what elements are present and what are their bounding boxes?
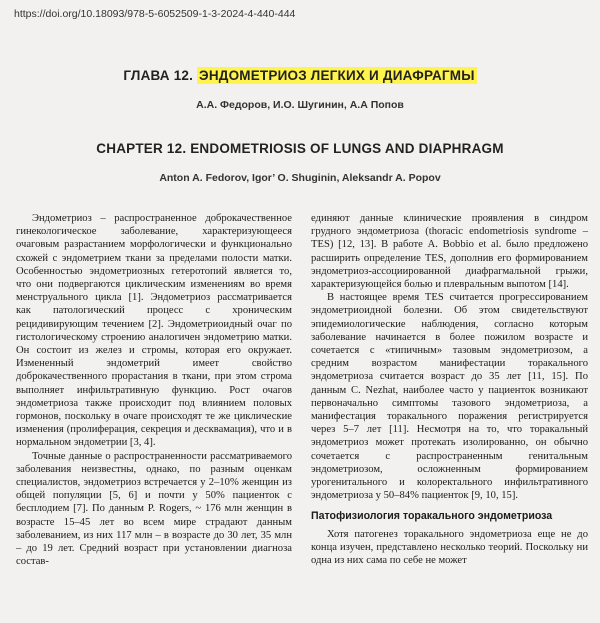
chapter-prefix: ГЛАВА 12. <box>123 68 194 83</box>
paragraph: единяют данные клинические проявления в синдром грудного эндометриоза (thoracic endometriosis syndrome – TES) [12, 13]. В работе A. Bobbio et al. было предложено расширить определение TES, дополнив его формированием эндометриоз-ассоциированной диафрагмальной грыжи, характеризующейся болью и плевральным выпотом [14]. <box>311 213 588 291</box>
doi-link[interactable]: https://doi.org/10.18093/978-5-6052509-1-3-2024-4-440-444 <box>14 8 296 20</box>
left-column <box>16 212 292 568</box>
paragraph: В настоящее время TES считается прогрессированием эндометриоидной болезни. Об этом свидетельствуют эпидемиологические наблюдения, согласно которым заболевание начинается в более пожилом возрасте и сочетается с «типичным» тазовым эндометриозом, а средним возрастом манифестации торакального эндометриоза считается возраст до 35 лет [11, 15]. По данным C. Nezhat, наиболее часто у пациенток возникают первоначально симптомы тазового эндометриоза, а манифестация торакального поражения регистрируется через 5–7 лет [11]. Несмотря на то, что торакальный эндометриоз может протекать изолированно, он обычно сочетается с распространенным генитальным эндометриозом, осложненным формированием урогенитального и колоректального инфильтративного эндометриоза у 50–84% пациенток [9, 10, 15]. <box>311 292 588 502</box>
paragraph: Точные данные о распространенности рассматриваемого заболевания неизвестны, однако, по разным оценкам специалистов, эндометриоз встречается у 2–10% женщин из общей популяции [5, 6] и почти у 50% пациенток с бесплодием [7]. По данным P. Rogers, ~ 176 млн женщин в возрасте 15–45 лет во всем мире страдают данным заболеванием, из них 117 млн – в возрасте до 30 лет, 35 млн – до 19 лет. Средний возраст при установлении диагноза состав- <box>16 450 292 568</box>
chapter-title-ru <box>0 68 600 83</box>
paragraph: Хотя патогенез торакального эндометриоза еще не до конца изучен, представлено несколько теорий. Поскольку ни одна из них сама по себе не может <box>311 528 588 567</box>
highlighted-title[interactable]: ЭНДОМЕТРИОЗ ЛЕГКИХ И ДИАФРАГМЫ <box>199 68 475 83</box>
authors-ru: А.А. Федоров, И.О. Шугинин, А.А Попов <box>196 99 404 111</box>
section-heading: Патофизиология торакального эндометриоза <box>311 510 553 523</box>
paragraph: Эндометриоз – распространенное доброкачественное гинекологическое заболевание, характеризующееся очаговым разрастанием морфологически и функционально схожей с эндометрием ткани за пределами полости матки. Особенностью эндометриозных гетеротопий является то, что они подвергаются циклическим изменениям во время менструального цикла [1]. Эндометриоз рассматривается как патологический процесс с хроническим рецидивирующим течением [2]. Эндометриоидный очаг по гистологическому строению аналогичен эндометрию матки. Он состоит из желез и стромы, которая его окружает. Измененный эндометрий имеет свойство доброкачественного прорастания в ткани, при этом строма выполняет инфильтративную функцию. Рост очагов эндометриоза также происходит под влиянием половых гормонов, поскольку в очаге происходят те же циклические изменения (пролиферация, секреция и десквамация), что и в нормальном эндометрии [3, 4]. <box>16 213 292 449</box>
chapter-title-en: CHAPTER 12. ENDOMETRIOSIS OF LUNGS AND DIAPHRAGM <box>96 141 504 156</box>
right-column <box>311 212 588 567</box>
authors-en: Anton A. Fedorov, Igor’ O. Shuginin, Aleksandr A. Popov <box>159 172 441 184</box>
